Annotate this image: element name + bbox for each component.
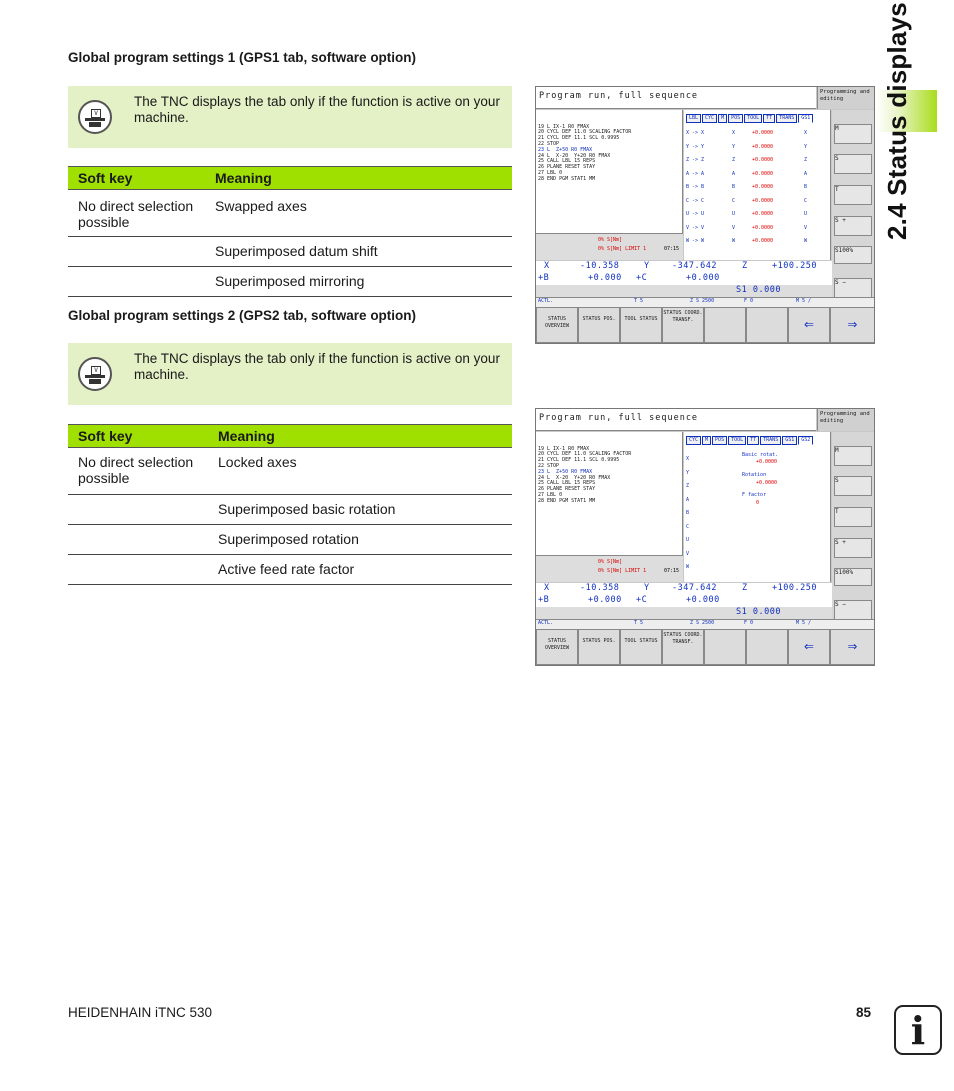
softkey-cell <box>68 267 205 297</box>
gps-cell: C <box>732 197 736 204</box>
meaning-cell: Locked axes <box>208 448 512 495</box>
gps-cell: A <box>732 170 736 177</box>
softkey-header: Soft key <box>68 425 208 448</box>
gps-cell: X -> X <box>686 130 705 136</box>
gps-cell: B <box>804 184 808 190</box>
softkey-cell <box>68 525 208 555</box>
softkey-row <box>536 629 875 666</box>
meaning-cell: Superimposed datum shift <box>205 237 512 267</box>
status-overview-softkey[interactable]: STATUS OVERVIEW <box>536 629 578 665</box>
locked-axis: C <box>686 523 690 530</box>
status-tab-panel <box>684 110 831 260</box>
table-row <box>68 525 512 555</box>
empty-softkey[interactable] <box>704 629 746 665</box>
s-key[interactable]: S <box>834 154 872 174</box>
t-key[interactable]: T <box>834 507 872 527</box>
locked-axis: A <box>686 496 690 503</box>
gps-cell: A -> A <box>686 170 705 177</box>
footer-product: HEIDENHAIN iTNC 530 <box>68 1005 213 1020</box>
status-tab-panel: CYC M POS TOOL TT TRANS GS1 GS2 X Y Z A B C U V W Basic rotat. +0.0000 Rotation +0.0000 F factor 0 <box>684 432 831 582</box>
gps-cell: +0.0000 <box>752 197 774 204</box>
empty-softkey[interactable] <box>746 629 788 665</box>
gps-cell: +0.0000 <box>752 184 774 190</box>
page-back-icon[interactable]: ⇐ <box>788 307 830 343</box>
status-overview-softkey[interactable]: STATUS OVERVIEW <box>536 307 578 343</box>
override-panel: 0% S[Nm] 0% S[Nm] LIMIT 1 07:15 <box>536 555 683 582</box>
gps-cell: V -> V <box>686 224 705 231</box>
status-tabs[interactable]: CYC M POS TOOL TT TRANS GS1 GS2 <box>686 436 814 445</box>
gps-cell: Z <box>732 157 736 163</box>
status-pos-softkey[interactable]: STATUS POS. <box>578 629 620 665</box>
gps-cell: A <box>804 170 808 177</box>
section1-note <box>68 86 512 148</box>
page-forward-icon[interactable]: ⇒ <box>830 629 875 665</box>
mode-indicator: Programming and editing <box>817 87 875 109</box>
meaning-header: Meaning <box>208 425 512 448</box>
coord-transf-softkey[interactable]: STATUS COORD. TRANSF. <box>662 629 704 665</box>
softkey-cell <box>68 237 205 267</box>
gps-cell: +0.0000 <box>752 143 774 150</box>
tnc-screen-gps2 <box>535 408 875 666</box>
section2-heading: Global program settings 2 (GPS2 tab, software option) <box>68 308 417 323</box>
gps-cell: +0.0000 <box>752 170 774 177</box>
gps-cell: Z <box>804 157 808 163</box>
locked-axis: V <box>686 550 690 557</box>
spindle-override[interactable]: S100% <box>834 568 872 586</box>
table-row <box>68 267 512 297</box>
locked-axis: U <box>686 537 690 543</box>
section1-table <box>68 166 512 297</box>
tnc-screen-gps1 <box>535 86 875 344</box>
gps-cell: Y <box>804 143 808 150</box>
table-row <box>68 555 512 585</box>
softkey-row <box>536 307 875 344</box>
table-row <box>68 495 512 525</box>
s-plus-key[interactable]: S + <box>834 538 872 558</box>
gps-cell: W <box>732 238 736 244</box>
s-plus-key[interactable]: S + <box>834 216 872 236</box>
meaning-cell: Superimposed rotation <box>208 525 512 555</box>
mode-indicator: Programming and editing <box>817 409 875 431</box>
meaning-cell: Active feed rate factor <box>208 555 512 585</box>
gps-cell: C <box>804 197 808 204</box>
screen-title: Program run, full sequence <box>536 409 816 431</box>
gps-cell: Y -> Y <box>686 143 705 150</box>
s-key[interactable]: S <box>834 476 872 496</box>
status-bar: ACTL. T 5 Z S 2500 F 0 M 5 / <box>536 297 875 307</box>
locked-axis: B <box>686 510 690 516</box>
empty-softkey[interactable] <box>704 307 746 343</box>
meaning-cell: Superimposed basic rotation <box>208 495 512 525</box>
chapter-title: 2.4 Status displays <box>882 2 912 240</box>
section1-note-text: The TNC displays the tab only if the function is active on your machine. <box>134 94 500 125</box>
empty-softkey[interactable] <box>746 307 788 343</box>
machine-dependent-icon: V <box>78 357 112 391</box>
gps-cell: +0.0000 <box>752 224 774 231</box>
override-panel: 0% S[Nm] 0% S[Nm] LIMIT 1 07:15 <box>536 233 683 260</box>
tool-status-softkey[interactable]: TOOL STATUS <box>620 629 662 665</box>
screen-title: Program run, full sequence <box>536 87 816 109</box>
position-row-1: X -10.358 Y -347.642 Z +100.250 <box>536 583 832 595</box>
machine-dependent-icon: V <box>78 100 112 134</box>
locked-axis: X <box>686 456 690 462</box>
info-icon: i <box>894 1005 942 1055</box>
section2-note-text: The TNC displays the tab only if the function is active on your machine. <box>134 351 500 382</box>
locked-axis: W <box>686 564 690 570</box>
locked-axis: Z <box>686 483 690 489</box>
position-row-1: X -10.358 Y -347.642 Z +100.250 <box>536 261 832 273</box>
gps-cell: U -> U <box>686 211 705 217</box>
softkey-cell <box>68 495 208 525</box>
status-pos-softkey[interactable]: STATUS POS. <box>578 307 620 343</box>
spindle-row: S1 0.000 <box>536 607 832 619</box>
meaning-cell: Superimposed mirroring <box>205 267 512 297</box>
gps-cell: V <box>804 224 808 231</box>
gps-cell: Y <box>732 143 736 150</box>
page-back-icon[interactable]: ⇐ <box>788 629 830 665</box>
gps-cell: C -> C <box>686 197 705 204</box>
softkey-cell: No direct selection possible <box>68 448 208 495</box>
table-row <box>68 448 512 495</box>
gps-cell: +0.0000 <box>752 211 774 217</box>
gps-cell: B <box>732 184 736 190</box>
meaning-header: Meaning <box>205 167 512 190</box>
gps-cell: +0.0000 <box>752 238 774 244</box>
section2-table <box>68 424 512 585</box>
section2-note <box>68 343 512 405</box>
softkey-cell: No direct selection possible <box>68 190 205 237</box>
status-tabs[interactable]: LBL CYC M POS TOOL TT TRANS GS1 <box>686 114 814 123</box>
gps-cell: +0.0000 <box>752 157 774 163</box>
gps-cell: B -> B <box>686 184 705 190</box>
gps-cell: Z -> Z <box>686 157 705 163</box>
page-forward-icon[interactable]: ⇒ <box>830 307 875 343</box>
s-minus-key[interactable]: S − <box>834 278 872 298</box>
spindle-row: S1 0.000 <box>536 285 832 297</box>
s-minus-key[interactable]: S − <box>834 600 872 620</box>
gps-cell: U <box>804 211 808 217</box>
table-row <box>68 237 512 267</box>
t-key[interactable]: T <box>834 185 872 205</box>
m-key[interactable]: M <box>834 124 872 144</box>
gps-cell: X <box>804 130 808 136</box>
table-row <box>68 190 512 237</box>
gps-cell: +0.0000 <box>752 130 774 136</box>
program-listing: 19 L IX-1 R0 FMAX 20 CYCL DEF 11.0 SCALING FACTOR 21 CYCL DEF 11.1 SCL 0.9995 22 STOP 23 L Z+50 R0 FMAX 24 L X-20 Y+20 R0 FMAX 25 CALL LBL 15 REPS 26 PLANE RESET STAY 27 LBL 0 28 END PGM STAT1 MM 0% S[Nm] 0% S[Nm] LIMIT 1 07:15 <box>536 432 683 582</box>
page-number: 85 <box>856 1005 872 1020</box>
section1-heading: Global program settings 1 (GPS1 tab, software option) <box>68 50 417 65</box>
gps-cell: W <box>804 238 808 244</box>
softkey-cell <box>68 555 208 585</box>
locked-axis: Y <box>686 469 690 476</box>
position-row-2: +B +0.000 +C +0.000 <box>536 595 832 607</box>
softkey-header: Soft key <box>68 167 205 190</box>
status-bar: ACTL. T 5 Z S 2500 F 0 M 5 / <box>536 619 875 629</box>
gps-cell: U <box>732 211 736 217</box>
meaning-cell: Swapped axes <box>205 190 512 237</box>
m-key[interactable]: M <box>834 446 872 466</box>
tool-status-softkey[interactable]: TOOL STATUS <box>620 307 662 343</box>
gps-cell: X <box>732 130 736 136</box>
gps-cell: W -> W <box>686 238 705 244</box>
gps-cell: V <box>732 224 736 231</box>
spindle-override[interactable]: S100% <box>834 246 872 264</box>
program-listing: 19 L IX-1 R0 FMAX 20 CYCL DEF 11.0 SCALING FACTOR 21 CYCL DEF 11.1 SCL 0.9995 22 STOP 23 L Z+50 R0 FMAX 24 L X-20 Y+20 R0 FMAX 25 CALL LBL 15 REPS 26 PLANE RESET STAY 27 LBL 0 28 END PGM STAT1 MM 0% S[Nm] 0% S[Nm] LIMIT 1 07:15 <box>536 110 683 260</box>
position-row-2: +B +0.000 +C +0.000 <box>536 273 832 285</box>
coord-transf-softkey[interactable]: STATUS COORD. TRANSF. <box>662 307 704 343</box>
